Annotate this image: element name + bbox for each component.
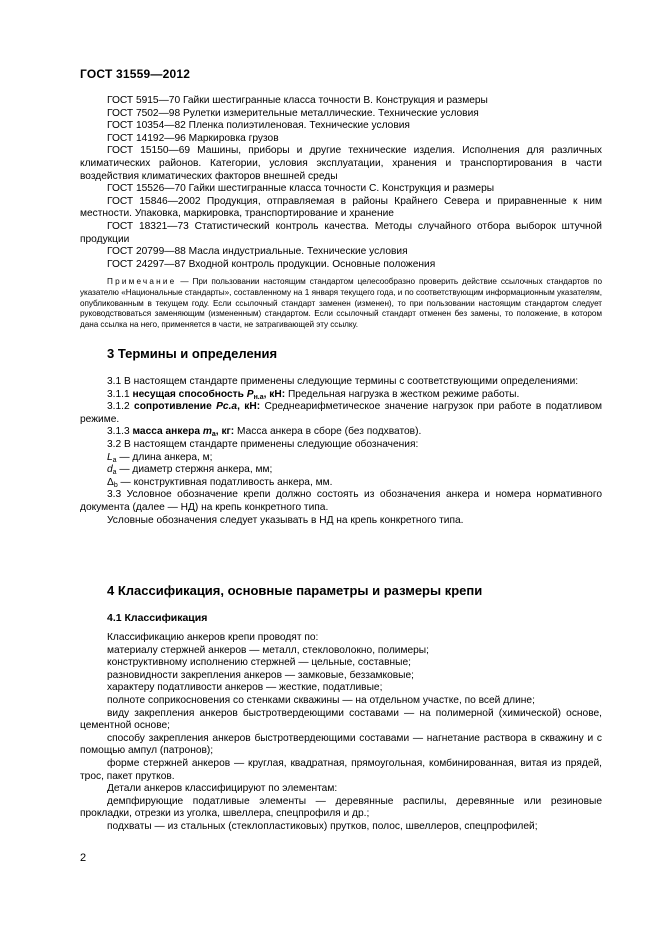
section-3-title: 3 Термины и определения	[107, 346, 278, 361]
classification-paragraph: демпфирующие податливые элементы — деревянные распилы, деревянные или резиновые прокладки, отрезки из уголка, швеллера, спецпрофиля и др.;	[80, 795, 602, 820]
paragraph-3-1: 3.1 В настоящем стандарте применены следующие термины с соответствующими определениями:	[107, 376, 579, 387]
classification-paragraph: Классификацию анкеров крепи проводят по:	[107, 632, 319, 643]
reference-item: ГОСТ 15846—2002 Продукция, отправляемая в районы Крайнего Севера и приравненные к ним местности. Упаковка, маркировка, транспортирование и хранение	[80, 195, 602, 220]
reference-item: ГОСТ 10354—82 Пленка полиэтиленовая. Технические условия	[107, 120, 410, 132]
reference-item: ГОСТ 20799—88 Масла индустриальные. Технические условия	[107, 246, 408, 258]
document-header: ГОСТ 31559—2012	[80, 67, 191, 81]
term-3-1-1: 3.1.1 несущая способность $Р_{н.а}$, кН: Предельная нагрузка в жестком режиме работы.	[107, 388, 520, 401]
note-text: — При пользовании настоящим стандартом целесообразно проверить действие ссылочных стандартов по указателю «Национальные стандарты», составленному на 1 января текущего года, и по соответствующим информационным указателям, опубликованным в текущем году. Если ссылочный стандарт заменен (изменен), то при пользовании настоящим стандартом следует руководствоваться заменяющим (измененным) стандартом. Если ссылочный стандарт отменен без замены, то положение, в котором дана ссылка на него, применяется в части, не затрагивающей эту ссылку.	[80, 277, 602, 329]
section-4-body	[80, 632, 602, 834]
reference-item: ГОСТ 14192—96 Маркировка грузов	[107, 132, 279, 144]
note-paragraph	[80, 277, 602, 330]
term-3-1-2: 3.1.2 сопротивление Рс.а, кН: Среднеарифметическое значение нагрузок при работе в податливом режиме.	[80, 401, 602, 425]
classification-paragraph: материалу стержней анкеров — металл, стекловолокно, полимеры;	[107, 644, 429, 656]
subsection-4-1-title: 4.1 Классификация	[107, 612, 208, 624]
paragraph-3-3-note: Условные обозначения следует указывать в НД на крепь конкретного типа.	[107, 514, 464, 526]
classification-paragraph: способу закрепления анкеров быстротвердеющими составами — нагнетание раствора в скважину и с помощью ампул (патронов);	[80, 732, 602, 757]
symbol-definition: $\Delta_b$ — конструктивная податливость анкера, мм.	[107, 476, 333, 489]
symbol-definition: $L_а$ — длина анкера, м;	[107, 451, 213, 464]
symbol-definition: $d_а$ — диаметр стержня анкера, мм;	[107, 464, 273, 477]
paragraph-3-3: 3.3 Условное обозначение крепи должно состоять из обозначения анкера и номера нормативного документа (далее — НД) на крепь конкретного типа.	[80, 489, 602, 513]
note-heading: Примечание	[107, 277, 177, 287]
classification-paragraph: подхваты — из стальных (стеклопластиковых) прутков, полос, швеллеров, спецпрофилей;	[107, 820, 538, 832]
section-4-title: 4 Классификация, основные параметры и размеры крепи	[107, 583, 483, 598]
classification-paragraph: полноте соприкосновения со стенками скважины — на отдельном участке, по всей длине;	[107, 694, 535, 706]
classification-paragraph: форме стержней анкеров — круглая, квадратная, прямоугольная, комбинированная, витая из прядей, трос, пакет прутков.	[80, 757, 602, 782]
classification-paragraph: разновидности закрепления анкеров — замковые, беззамковые;	[107, 669, 415, 681]
classification-paragraph: конструктивному исполнению стержней — цельные, составные;	[107, 657, 411, 669]
references-block	[80, 95, 602, 330]
reference-item: ГОСТ 15526—70 Гайки шестигранные класса точности С. Конструкция и размеры	[107, 183, 495, 195]
classification-paragraph: виду закрепления анкеров быстротвердеющими составами — на полимерной (химической) основе, цементной основе;	[80, 707, 602, 732]
reference-item: ГОСТ 15150—69 Машины, приборы и другие технические изделия. Исполнения для различных климатических районов. Категории, условия эксплуатации, хранения и транспортирования в части воздействия климатических факторов внешней среды	[80, 145, 602, 182]
classification-paragraph: Детали анкеров классифицируют по элементам:	[107, 783, 338, 795]
section-3-body	[80, 376, 602, 527]
reference-item: ГОСТ 24297—87 Входной контроль продукции. Основные положения	[107, 258, 436, 270]
classification-paragraph: характеру податливости анкеров — жесткие, податливые;	[107, 682, 383, 694]
paragraph-3-2: 3.2 В настоящем стандарте применены следующие обозначения:	[107, 438, 419, 450]
reference-item: ГОСТ 18321—73 Статистический контроль качества. Методы случайного отбора выборок штучной продукции	[80, 220, 602, 245]
reference-item: ГОСТ 7502—98 Рулетки измерительные металлические. Технические условия	[107, 107, 479, 119]
page-number: 2	[80, 852, 87, 864]
term-3-1-3: 3.1.3 масса анкера $m_а$, кг: Масса анкера в сборе (без подхватов).	[107, 426, 422, 439]
reference-item: ГОСТ 5915—70 Гайки шестигранные класса точности В. Конструкция и размеры	[107, 95, 488, 106]
